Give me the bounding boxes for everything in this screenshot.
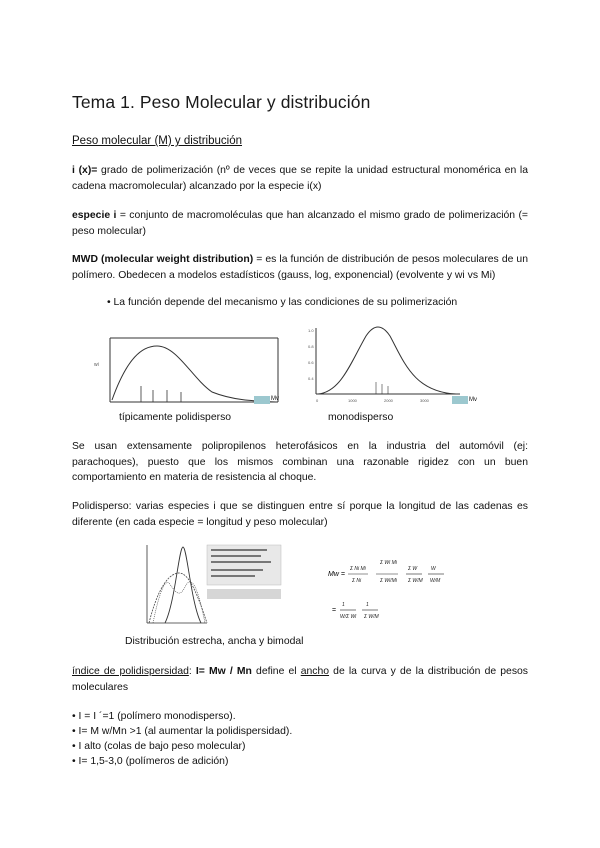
- page-title: Tema 1. Peso Molecular y distribución: [72, 92, 371, 112]
- paragraph-polipropilenos: Se usan extensamente polipropilenos heterofásicos en la industria del automóvil (ej: parachoques), puesto que los mismos combinan una razonable rigidez con un buen comportamiento en materia de resistencia al choque.: [72, 441, 528, 483]
- svg-text:Σ Ni Mi: Σ Ni Mi: [350, 566, 366, 572]
- svg-text:0.4: 0.4: [308, 376, 314, 381]
- polidisperso-ylabel: wi: [94, 362, 99, 368]
- formula-symbols: [340, 560, 441, 620]
- svg-text:W/Σ Wi: W/Σ Wi: [340, 614, 357, 620]
- paragraph-especie: [72, 208, 528, 239]
- paragraph-polidisperso: Polidisperso: varias especies i que se distinguen entre sí porque la longitud de las cadenas es diferente (en cada especie = longitud y peso molecular): [72, 501, 528, 528]
- text-mwd: = es la función de distribución de pesos moleculares de un polímero. Obedecen a modelos estadísticos (gauss, log, exponencial) (evolvente y wi vs Mi): [72, 254, 528, 281]
- svg-text:Σ Wi Mi: Σ Wi Mi: [380, 560, 397, 566]
- svg-text:0: 0: [316, 398, 319, 403]
- axis-label-right: Mv: [469, 397, 477, 403]
- svg-text:W/M: W/M: [430, 578, 441, 584]
- formula-mw: [328, 556, 458, 632]
- caption-distribuciones: Distribución estrecha, ancha y bimodal: [125, 636, 304, 647]
- indice-rest: de la curva y de la distribución de pesos moleculares: [72, 666, 528, 693]
- formula-lhs: Mw =: [328, 571, 345, 578]
- svg-text:Σ Ni: Σ Ni: [352, 578, 362, 584]
- indice-colon: :: [188, 666, 196, 677]
- caption-monodisperso: monodisperso: [328, 412, 394, 423]
- term-especie: especie i: [72, 210, 117, 221]
- svg-text:1: 1: [342, 602, 345, 608]
- svg-text:0.8: 0.8: [308, 344, 314, 349]
- axis-label-left: Mv: [271, 396, 279, 402]
- svg-text:1: 1: [366, 602, 369, 608]
- text-ix: grado de polimerización (nº de veces que se repite la unidad estructural monomérica en la cadena macromolecular) alcanzado por la especie i(x): [72, 165, 529, 192]
- figure-monodisperso: [286, 322, 466, 406]
- indice-mid: define el: [251, 666, 301, 677]
- section-subtitle: Peso molecular (M) y distribución: [72, 135, 243, 147]
- svg-text:Σ W/M: Σ W/M: [364, 614, 379, 620]
- list-item: • I= M w/Mn >1 (al aumentar la polidispersidad).: [72, 726, 293, 737]
- polidisperso-axes: [110, 338, 278, 402]
- svg-text:1.0: 1.0: [308, 328, 314, 333]
- paragraph-indice: [72, 664, 528, 695]
- list-item: • I = I ´=1 (polímero monodisperso).: [72, 711, 236, 722]
- svg-text:0.6: 0.6: [308, 360, 314, 365]
- svg-text:W: W: [431, 566, 436, 572]
- svg-text:3000: 3000: [420, 398, 429, 403]
- svg-text:Σ W: Σ W: [408, 566, 418, 572]
- text-especie: = conjunto de macromoléculas que han alcanzado el mismo grado de polimerización (= peso molecular): [72, 210, 528, 237]
- list-item: • I alto (colas de bajo peso molecular): [72, 741, 246, 752]
- paragraph-mwd: [72, 252, 528, 283]
- legend-band: [207, 589, 281, 599]
- distribuciones-axes: [147, 545, 207, 623]
- term-ix: i (x)=: [72, 165, 98, 176]
- figure-distribuciones: [135, 543, 283, 627]
- axis-tag-right: [452, 396, 468, 404]
- svg-text:2000: 2000: [384, 398, 393, 403]
- list-item: • I= 1,5-3,0 (polímeros de adición): [72, 756, 229, 767]
- polidisperso-markers: [141, 386, 181, 402]
- curve-estrecha: [165, 547, 201, 623]
- svg-text:1000: 1000: [348, 398, 357, 403]
- svg-text:Σ Wi/Mi: Σ Wi/Mi: [380, 578, 397, 584]
- polidisperso-curve: [112, 346, 276, 402]
- curve-bimodal: [153, 582, 205, 623]
- paragraph-ix: [72, 163, 528, 194]
- term-mwd: MWD (molecular weight distribution): [72, 254, 254, 265]
- axis-tag-left: [254, 396, 270, 404]
- svg-text:Σ W/M: Σ W/M: [408, 578, 423, 584]
- term-indice: índice de polidispersidad: [72, 666, 189, 677]
- bullet-mecanismo: • La función depende del mecanismo y las condiciones de su polimerización: [107, 297, 458, 308]
- monodisperso-markers: [376, 382, 388, 394]
- indice-ancho: ancho: [300, 666, 330, 677]
- figure-polidisperso: [82, 318, 282, 408]
- monodisperso-curve: [318, 327, 456, 394]
- caption-polidisperso: típicamente polidisperso: [119, 412, 232, 423]
- formula-eq2: =: [332, 607, 337, 614]
- indice-formula: I= Mw / Mn: [195, 666, 252, 677]
